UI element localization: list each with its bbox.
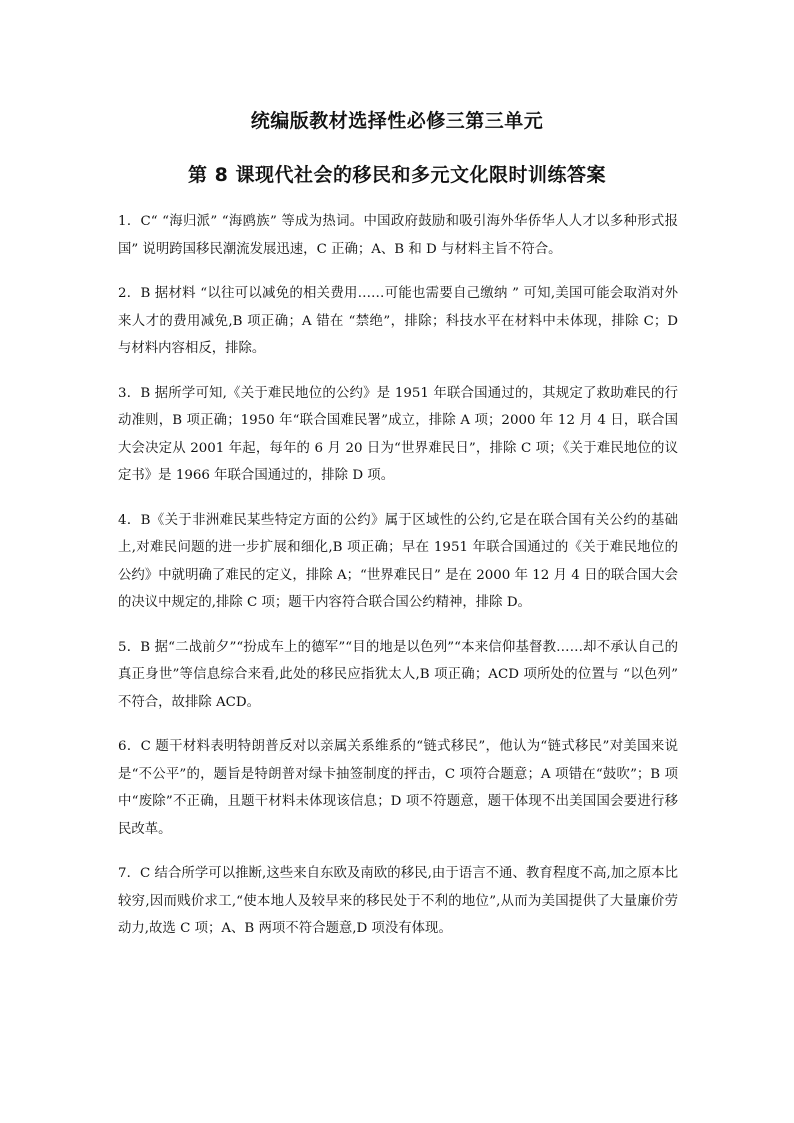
answer-1: 1．C“ “海归派” “海鸥族” 等成为热词。中国政府鼓励和吸引海外华侨华人人才以多种形式报国” 说明跨国移民潮流发展迅速，C 正确；A、B 和 D 与材料主旨不符合。 <box>118 214 678 257</box>
answer-4: 4．B《关于非洲难民某些特定方面的公约》属于区域性的公约,它是在联合国有关公约的基础上,对难民问题的进一步扩展和细化,B 项正确；早在 1951 年联合国通过的《关于难民地位的公约》中就明确了难民的定义，排除 A；“世界难民日” 是在 2000 年 12 月 4 日的联合国大会的决议中规定的,排除 C 项；题干内容符合联合国公约精神，排除 D。 <box>118 512 678 610</box>
answer-3: 3．B 据所学可知,《关于难民地位的公约》是 1951 年联合国通过的，其规定了救助难民的行动准则，B 项正确；1950 年“联合国难民署”成立，排除 A 项；2000 年 12 月 4 日，联合国大会决定从 2001 年起，每年的 6 月 20 日为“世界难民日”，排除 C 项；《关于难民地位的议定书》是 1966 年联合国通过的，排除 D 项。 <box>118 385 678 483</box>
document-subtitle: 第 8 课现代社会的移民和多元文化限时训练答案 <box>188 164 606 186</box>
answer-list <box>118 208 678 960</box>
answer-6: 6．C 题干材料表明特朗普反对以亲属关系维系的“链式移民”，他认为“链式移民”对美国来说是“不公平”的，题旨是特朗普对绿卡抽签制度的抨击，C 项符合题意；A 项错在“鼓吹”；B 项中“废除”不正确，且题干材料未体现该信息；D 项不符题意，题干体现不出美国国会要进行移民改革。 <box>118 739 678 837</box>
document-title: 统编版教材选择性必修三第三单元 <box>250 110 544 132</box>
answer-7: 7．C 结合所学可以推断,这些来自东欧及南欧的移民,由于语言不通、教育程度不高,加之原本比较穷,因而贱价求工,“使本地人及较早来的移民处于不利的地位”,从而为美国提供了大量廉价劳动力,故选 C 项；A、B 两项不符合题意,D 项没有体现。 <box>118 866 678 936</box>
answer-2: 2．B 据材料 “以往可以减免的相关费用……可能也需要自己缴纳 ” 可知,美国可能会取消对外来人才的费用减免,B 项正确；A 错在 “禁绝”，排除；科技水平在材料中未体现，排除 C；D 与材料内容相反，排除。 <box>118 286 678 356</box>
answer-5: 5．B 据“二战前夕”“扮成车上的德军”“目的地是以色列”“本来信仰基督教……却不承认自己的真正身世”等信息综合来看,此处的移民应指犹太人,B 项正确；ACD 项所处的位置与 “以色列” 不符合，故排除 ACD。 <box>118 639 678 710</box>
